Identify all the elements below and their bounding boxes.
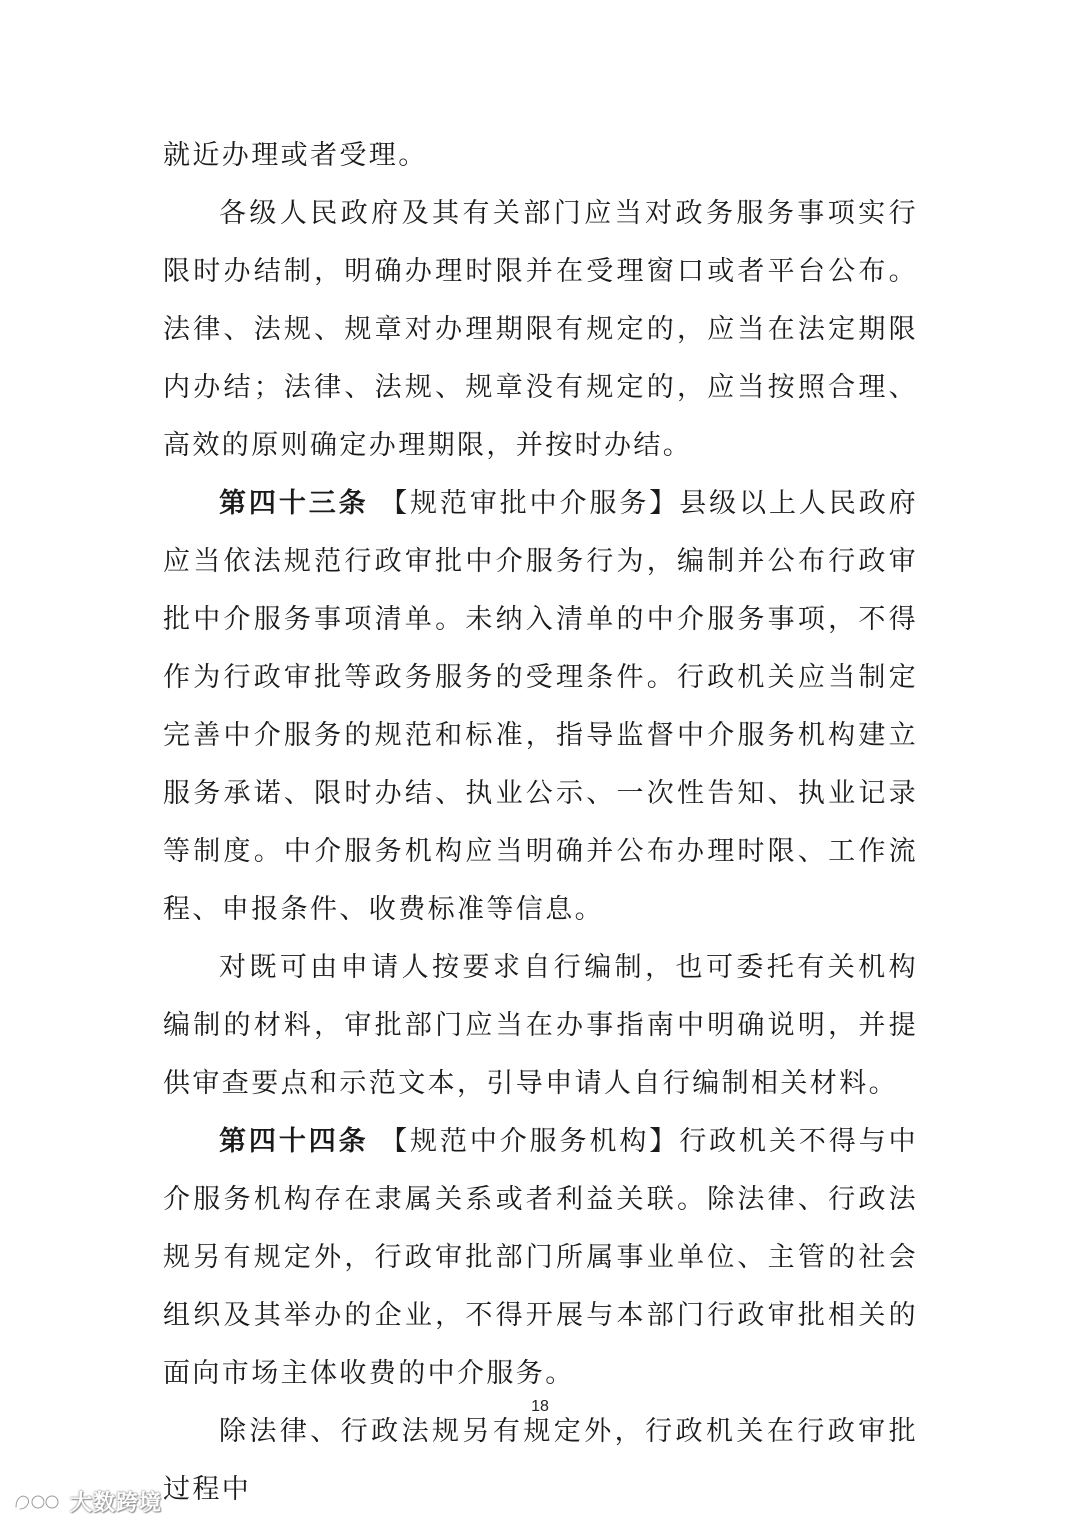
paragraph-4: 对既可由申请人按要求自行编制，也可委托有关机构编制的材料，审批部门应当在办事指南中明确说明，并提供审查要点和示范文本，引导申请人自行编制相关材料。 xyxy=(163,952,918,1099)
article-44-text: 【规范中介服务机构】行政机关不得与中介服务机构存在隶属关系或者利益关联。除法律、行政法规另有规定外，行政审批部门所属事业单位、主管的社会组织及其举办的企业，不得开展与本部门行政审批相关的面向市场主体收费的中介服务。 xyxy=(163,1126,919,1389)
paragraph-2: 各级人民政府及其有关部门应当对政务服务事项实行限时办结制，明确办理时限并在受理窗口或者平台公布。法律、法规、规章对办理期限有规定的，应当在法定期限内办结；法律、法规、规章没有规定的，应当按照合理、高效的原则确定办理期限，并按时办结。 xyxy=(163,198,918,461)
watermark xyxy=(12,1487,162,1515)
article-43-heading: 第四十三条 xyxy=(219,488,369,519)
body-text xyxy=(163,127,918,1519)
article-43-paragraph xyxy=(163,475,918,939)
dashuju-logo-icon xyxy=(12,1489,64,1513)
watermark-text: 大数跨境 xyxy=(70,1490,163,1516)
paragraph-6: 除法律、行政法规另有规定外，行政机关在行政审批过程中 xyxy=(163,1416,918,1505)
article-44-paragraph xyxy=(163,1113,918,1403)
article-44-heading: 第四十四条 xyxy=(219,1126,369,1157)
paragraph-1: 就近办理或者受理。 xyxy=(163,140,428,171)
page-number: 18 xyxy=(531,1398,549,1415)
article-43-text: 【规范审批中介服务】县级以上人民政府应当依法规范行政审批中介服务行为，编制并公布行政审批中介服务事项清单。未纳入清单的中介服务事项，不得作为行政审批等政务服务的受理条件。行政机关应当制定完善中介服务的规范和标准，指导监督中介服务机构建立服务承诺、限时办结、执业公示、一次性告知、执业记录等制度。中介服务机构应当明确并公布办理时限、工作流程、申报条件、收费标准等信息。 xyxy=(163,488,919,925)
